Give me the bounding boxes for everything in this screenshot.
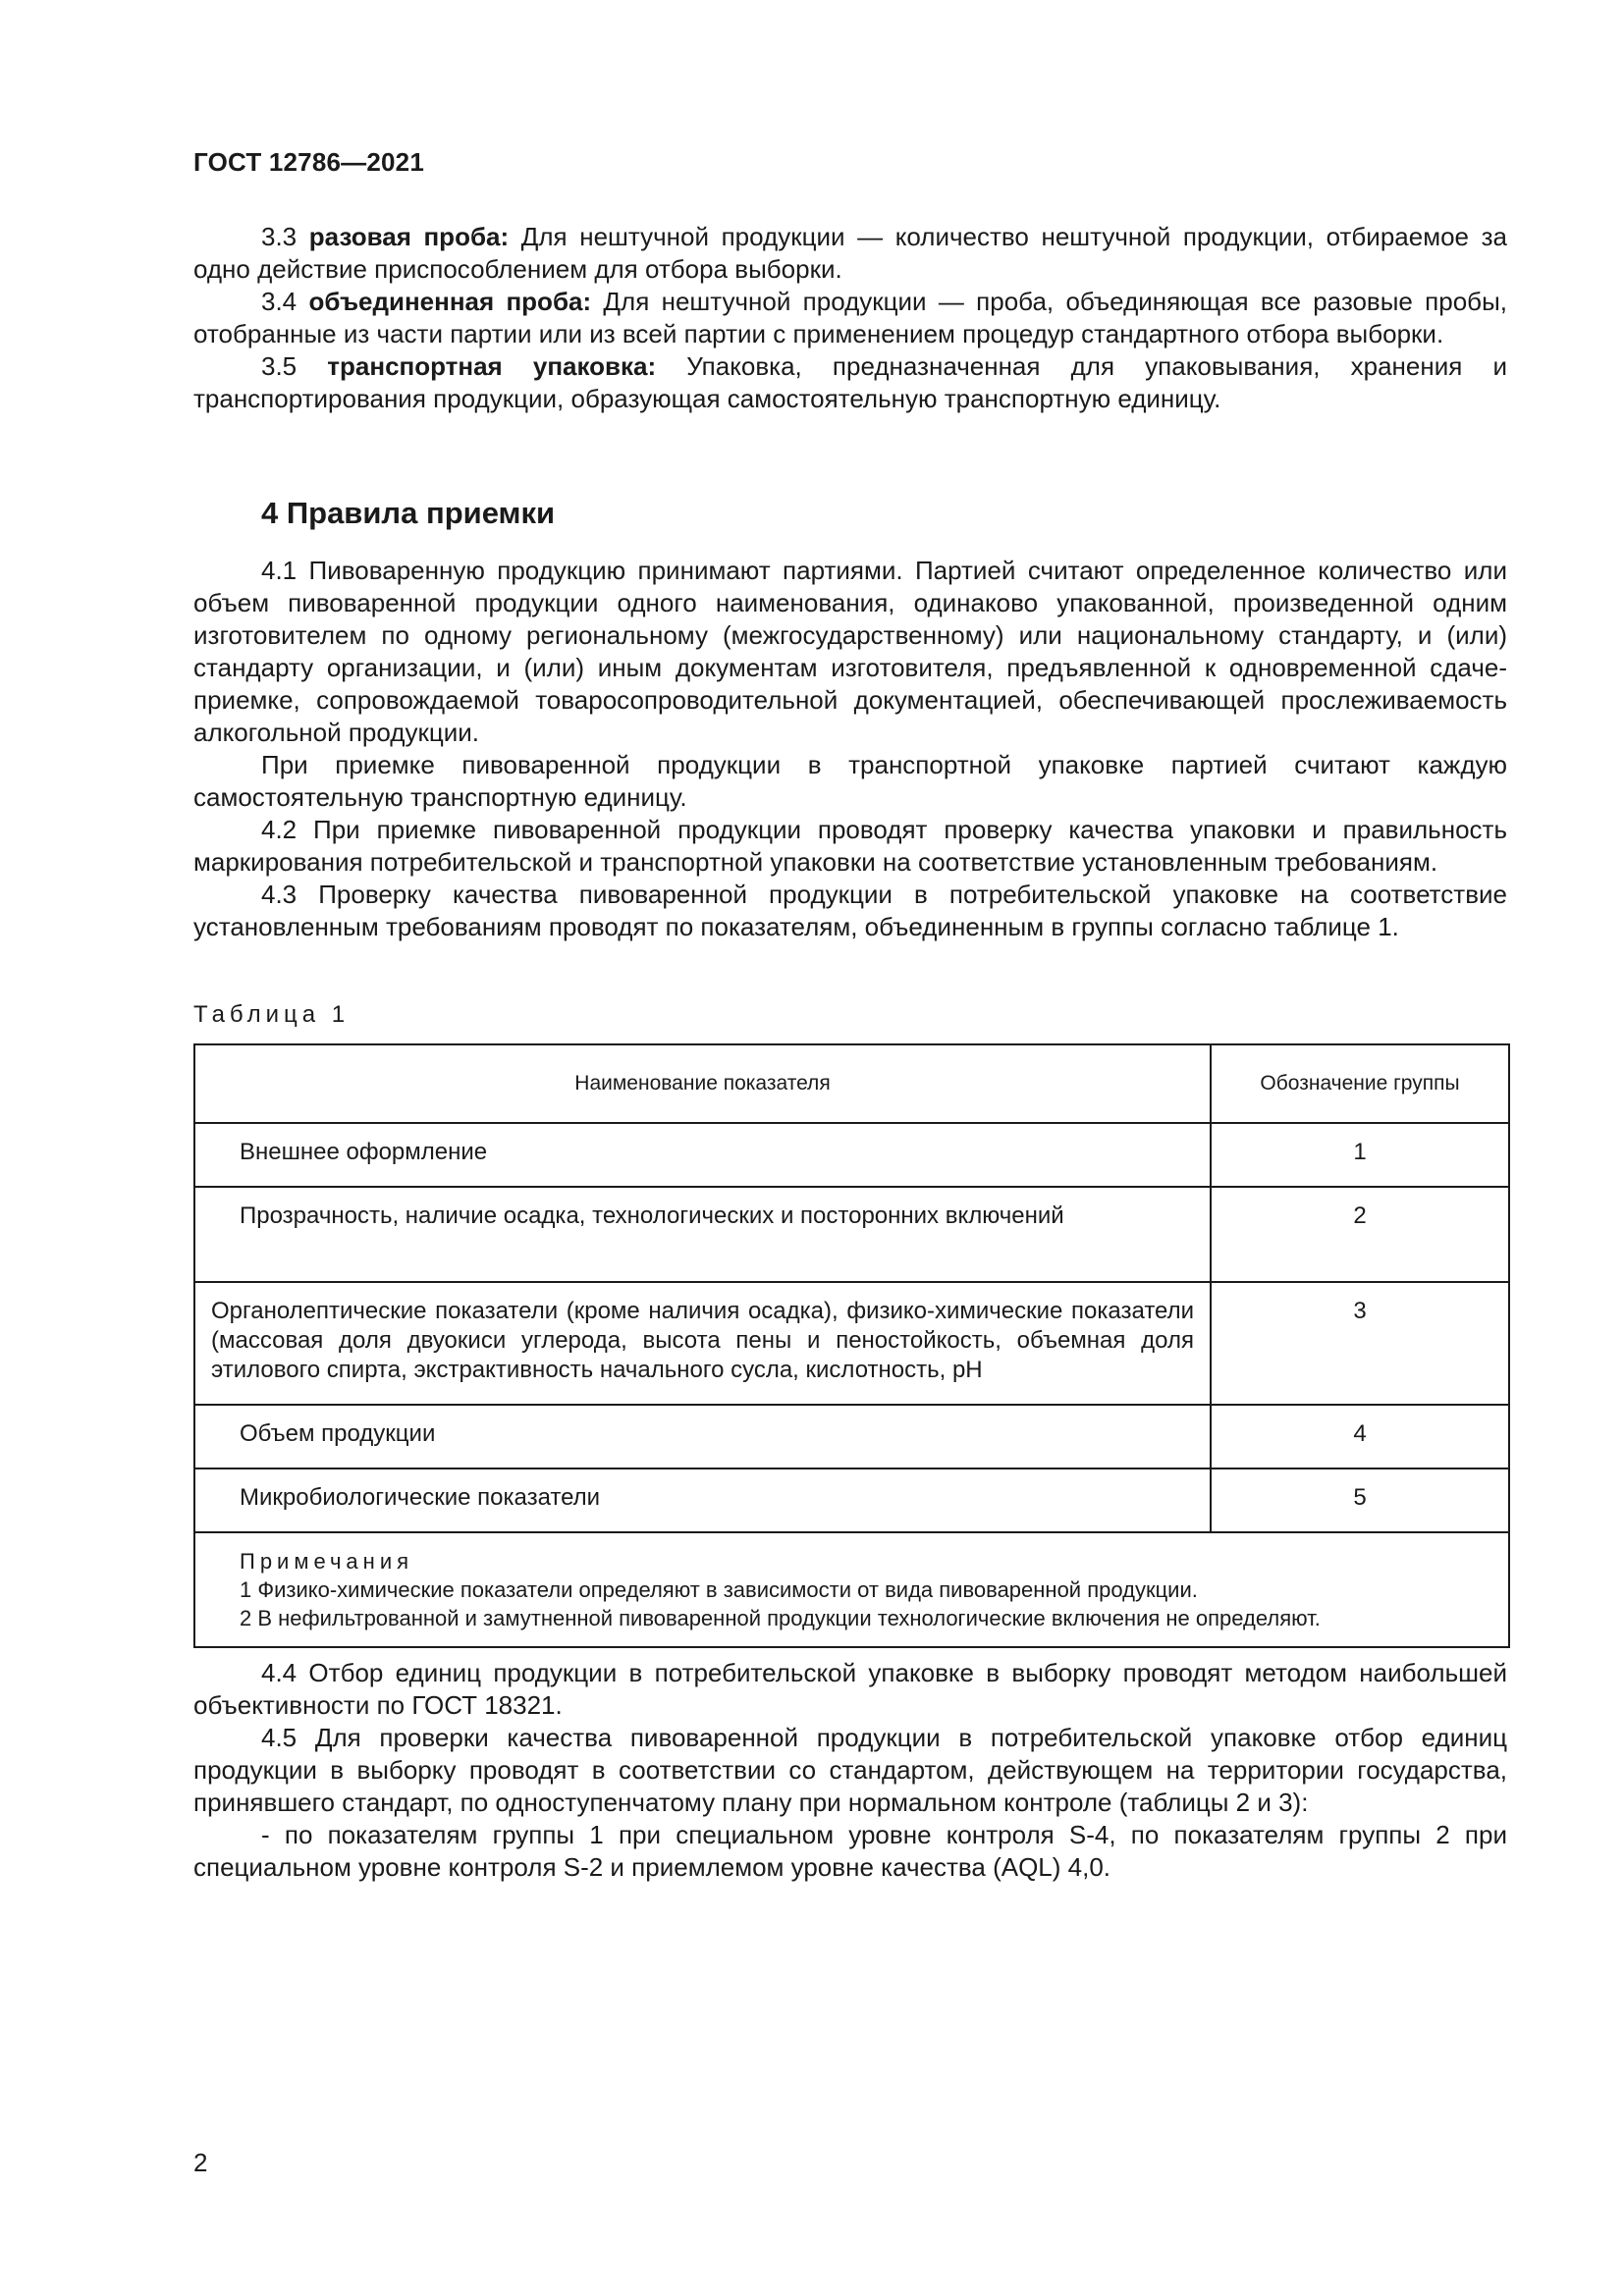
indicator-name: Внешнее оформление <box>194 1123 1211 1187</box>
clause-number: 3.5 <box>261 351 298 381</box>
indicator-name: Прозрачность, наличие осадка, технологических и посторонних включений <box>194 1187 1211 1282</box>
definition-3-5 <box>193 350 1507 415</box>
paragraph-4-4: 4.4 Отбор единиц продукции в потребительской упаковке в выборку проводят методом наибольшей объективности по ГОСТ 18321. <box>193 1658 1507 1720</box>
note-item: 2 В нефильтрованной и замутненной пивоваренной продукции технологические включения не определяют. <box>240 1606 1321 1630</box>
page-number: 2 <box>193 2148 208 2177</box>
paragraph-4-1-continued: При приемке пивоваренной продукции в транспортной упаковке партией считают каждую самостоятельную транспортную единицу. <box>193 750 1507 812</box>
table-caption: Таблица 1 <box>193 1001 351 1028</box>
indicator-name: Микробиологические показатели <box>194 1468 1211 1532</box>
section-4-continued <box>193 1657 1507 1884</box>
group-designation: 4 <box>1211 1405 1509 1468</box>
definitions-block <box>193 221 1507 415</box>
paragraph-4-5: 4.5 Для проверки качества пивоваренной продукции в потребительской упаковке отбор единиц продукции в выборку проводят в соответствии со стандартом, действующем на территории государства, принявшего стандарт, по одноступенчатому плану при нормальном контроле (таблицы 2 и 3): <box>193 1723 1507 1817</box>
group-designation: 2 <box>1211 1187 1509 1282</box>
column-header-name: Наименование показателя <box>194 1044 1211 1123</box>
definition-text: Для нештучной продукции — количество нештучной продукции, отбираемое за одно действие приспособлением для отбора выборки. <box>193 222 1507 284</box>
paragraph-4-3: 4.3 Проверку качества пивоваренной продукции в потребительской упаковке на соответствие установленным требованиям проводят по показателям, объединенным в группы согласно таблице 1. <box>193 880 1507 941</box>
notes-title: Примечания <box>240 1549 414 1574</box>
table-row <box>194 1282 1509 1405</box>
indicators-table <box>193 1043 1510 1648</box>
clause-number: 3.4 <box>261 287 298 316</box>
term: объединенная проба: <box>308 287 592 316</box>
note-item: 1 Физико-химические показатели определяют в зависимости от вида пивоваренной продукции. <box>240 1577 1198 1602</box>
definition-text: Упаковка, предназначенная для упаковывания, хранения и транспортирования продукции, образующая самостоятельную транспортную единицу. <box>193 351 1507 413</box>
paragraph-4-5-item: - по показателям группы 1 при специальном уровне контроля S-4, по показателям группы 2 при специальном уровне контроля S-2 и приемлемом уровне качества (AQL) 4,0. <box>193 1820 1507 1882</box>
table-header-row <box>194 1044 1509 1123</box>
table-row <box>194 1468 1509 1532</box>
document-header: ГОСТ 12786—2021 <box>193 147 424 177</box>
indicator-name: Органолептические показатели (кроме наличия осадка), физико-химические показатели (массовая доля двуокиси углерода, высота пены и пеностойкость, объемная доля этилового спирта, экстрактивность начального сусла, кислотность, pH <box>194 1282 1211 1405</box>
table-row <box>194 1187 1509 1282</box>
term: разовая проба: <box>308 222 510 251</box>
table-notes-row <box>194 1532 1509 1647</box>
table-notes <box>194 1532 1509 1647</box>
paragraph-4-2: 4.2 При приемке пивоваренной продукции проводят проверку качества упаковки и правильность маркирования потребительской и транспортной упаковки на соответствие установленным требованиям. <box>193 815 1507 877</box>
group-designation: 1 <box>1211 1123 1509 1187</box>
definition-3-4 <box>193 286 1507 350</box>
column-header-group: Обозначение группы <box>1211 1044 1509 1123</box>
table-row <box>194 1123 1509 1187</box>
definition-text: Для нештучной продукции — проба, объединяющая все разовые пробы, отобранные из части партии или из всей партии с применением процедур стандартного отбора выборки. <box>193 287 1507 348</box>
term: транспортная упаковка: <box>327 351 657 381</box>
section-title: 4 Правила приемки <box>261 496 556 530</box>
indicator-name: Объем продукции <box>194 1405 1211 1468</box>
definition-3-3 <box>193 221 1507 286</box>
section-4-body <box>193 555 1507 943</box>
table-row <box>194 1405 1509 1468</box>
group-designation: 3 <box>1211 1282 1509 1405</box>
paragraph-4-1: 4.1 Пивоваренную продукцию принимают партиями. Партией считают определенное количество или объем пивоваренной продукции одного наименования, одинаково упакованной, произведенной одним изготовителем по одному региональному (межгосударственному) или национальному стандарту, и (или) стандарту организации, и (или) иным документам изготовителя, предъявленной к одновременной сдаче-приемке, сопровождаемой товаросопроводительной документацией, обеспечивающей прослеживаемость алкогольной продукции. <box>193 556 1507 747</box>
clause-number: 3.3 <box>261 222 298 251</box>
group-designation: 5 <box>1211 1468 1509 1532</box>
